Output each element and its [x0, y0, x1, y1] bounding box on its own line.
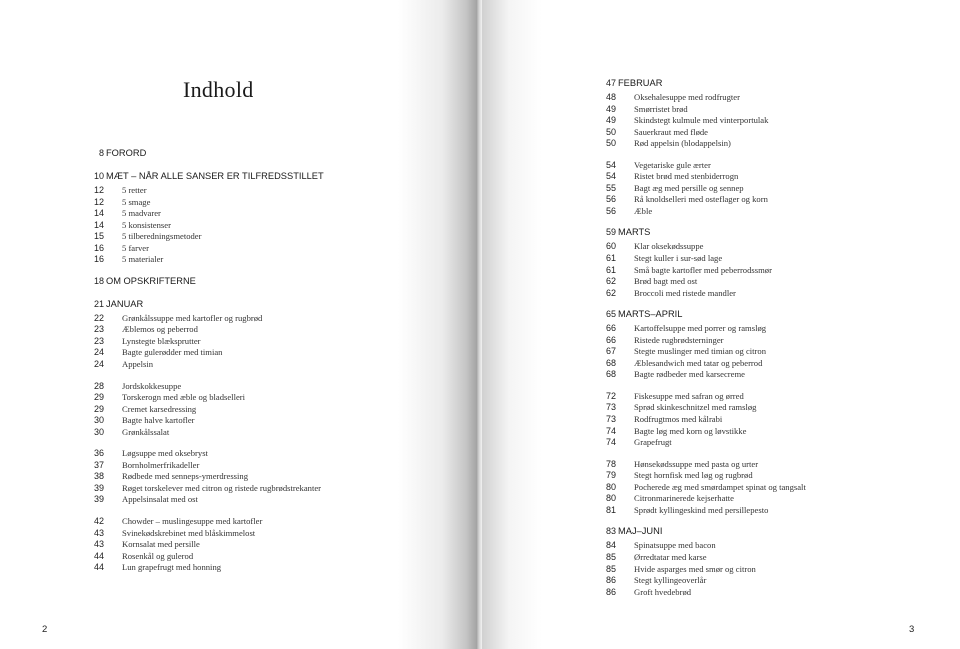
entry-title: Rødbede med senneps-ymerdressing	[122, 471, 249, 482]
toc-entry	[592, 335, 806, 347]
entry-page-number: 66	[605, 334, 616, 345]
entry-title: Grønkålssuppe med kartofler og rugbrød	[122, 312, 263, 323]
toc-entry	[80, 448, 324, 460]
toc-entry	[592, 241, 806, 253]
toc-section	[80, 171, 324, 266]
heading-page-number: 59	[605, 227, 616, 238]
entry-title: 5 madvarer	[122, 208, 161, 219]
toc-entry	[592, 92, 806, 104]
toc-section	[80, 516, 324, 574]
entry-page-number: 23	[93, 324, 104, 335]
entry-title: Rodfrugtmos med kålrabi	[634, 414, 723, 425]
entry-page-number: 73	[605, 402, 616, 413]
page-number-right: 3	[909, 624, 915, 635]
toc-entry	[80, 427, 324, 439]
heading-title: MARTS	[618, 227, 651, 238]
entry-title: Oksehalesuppe med rodfrugter	[634, 92, 740, 102]
toc-entry	[80, 336, 324, 348]
entry-title: Bagte rødbeder med karsecreme	[634, 369, 745, 380]
entry-title: Spinatsuppe med bacon	[634, 540, 716, 551]
toc-section	[592, 391, 806, 449]
toc-entry	[80, 494, 324, 506]
entry-page-number: 85	[605, 551, 616, 562]
entry-page-number: 61	[605, 253, 616, 264]
toc-right	[592, 78, 806, 608]
toc-entry	[80, 539, 324, 551]
entry-page-number: 74	[605, 425, 616, 436]
toc-section	[592, 459, 806, 517]
toc-section	[80, 148, 324, 161]
toc-entry	[80, 243, 324, 255]
entry-page-number: 36	[93, 448, 104, 459]
toc-entry	[592, 459, 806, 471]
toc-entry	[592, 482, 806, 494]
entry-title: Citronmarinerede kejserhatte	[634, 493, 734, 504]
toc-entry	[80, 471, 324, 483]
entry-page-number: 43	[93, 527, 104, 538]
entry-page-number: 50	[605, 138, 616, 149]
entry-page-number: 86	[605, 586, 616, 597]
heading-page-number: 18	[93, 275, 104, 286]
toc-entry	[592, 505, 806, 517]
entry-title: Stegt kuller i sur-sød lage	[634, 253, 723, 264]
toc-section	[592, 227, 806, 299]
entry-title: Rå knoldselleri med osteflager og korn	[634, 194, 768, 205]
entry-page-number: 60	[605, 241, 616, 252]
entry-title: Ristet brød med stenbiderrogn	[634, 171, 739, 182]
entry-title: Sauerkraut med fløde	[634, 126, 708, 137]
toc-entry	[592, 127, 806, 139]
entry-title: Bagte løg med korn og løvstikke	[634, 425, 747, 436]
entry-title: Vegetariske gule ærter	[634, 159, 711, 170]
entry-title: Stegte muslinger med timian og citron	[634, 346, 766, 357]
entry-page-number: 44	[93, 562, 104, 573]
toc-entry	[592, 426, 806, 438]
entry-title: 5 konsistenser	[122, 219, 171, 230]
entry-page-number: 62	[605, 287, 616, 298]
entry-title: Små bagte kartofler med peberrodssmør	[634, 264, 772, 275]
entry-title: 5 tilberedningsmetoder	[122, 231, 202, 242]
toc-entry	[80, 254, 324, 266]
toc-entry	[592, 470, 806, 482]
toc-entry	[80, 516, 324, 528]
entry-page-number: 43	[93, 539, 104, 550]
entry-title: 5 retter	[122, 185, 147, 195]
entry-title: Appelsinsalat med ost	[122, 494, 198, 505]
toc-entry	[592, 575, 806, 587]
entry-title: Kornsalat med persille	[122, 539, 200, 550]
entry-title: Ristede rugbrødsterninger	[634, 334, 724, 345]
toc-entry	[592, 564, 806, 576]
toc-entry	[592, 587, 806, 599]
gutter-shadow-right	[482, 0, 542, 649]
toc-section	[80, 381, 324, 439]
entry-title: Svinekødskrebinet med blåskimmelost	[122, 527, 256, 538]
entry-title: Sprød skinkeschnitzel med ramsløg	[634, 402, 757, 413]
entry-page-number: 73	[605, 414, 616, 425]
heading-title: MÆT – NÅR ALLE SANSER ER TILFREDSSTILLET	[106, 171, 324, 181]
entry-page-number: 23	[93, 335, 104, 346]
entry-title: Kartoffelsuppe med porrer og ramsløg	[634, 323, 767, 334]
toc-entry	[80, 392, 324, 404]
entry-page-number: 30	[93, 415, 104, 426]
entry-title: Bagte halve kartofler	[122, 415, 195, 426]
entry-page-number: 15	[93, 231, 104, 242]
entry-page-number: 61	[605, 264, 616, 275]
entry-page-number: 67	[605, 346, 616, 357]
heading-title: MARTS–APRIL	[618, 309, 683, 320]
toc-entry	[592, 414, 806, 426]
entry-page-number: 55	[605, 182, 616, 193]
heading-title: MAJ–JUNI	[618, 526, 663, 537]
toc-entry	[592, 115, 806, 127]
entry-page-number: 28	[93, 380, 104, 391]
entry-page-number: 39	[93, 494, 104, 505]
toc-entry	[80, 415, 324, 427]
entry-title: Stegt hornfisk med løg og rugbrød	[634, 470, 753, 481]
toc-entry	[80, 359, 324, 371]
entry-page-number: 44	[93, 550, 104, 561]
toc-entry	[80, 313, 324, 325]
heading-page-number: 10	[93, 171, 104, 181]
heading-title: OM OPSKRIFTERNE	[106, 275, 196, 286]
entry-page-number: 50	[605, 126, 616, 137]
entry-page-number: 56	[605, 205, 616, 216]
entry-page-number: 66	[605, 323, 616, 334]
entry-title: Hønsekødssuppe med pasta og urter	[634, 458, 759, 469]
entry-title: Sprødt kyllingeskind med persillepesto	[634, 504, 769, 515]
entry-title: Grønkålssalat	[122, 426, 170, 437]
entry-page-number: 16	[93, 254, 104, 265]
toc-section	[80, 448, 324, 506]
toc-entry	[592, 369, 806, 381]
entry-page-number: 42	[93, 516, 104, 527]
toc-heading	[592, 78, 806, 91]
gutter-shadow-left	[398, 0, 478, 649]
entry-page-number: 68	[605, 357, 616, 368]
heading-page-number: 21	[93, 298, 104, 309]
toc-entry	[80, 562, 324, 574]
entry-page-number: 12	[93, 196, 104, 207]
entry-page-number: 14	[93, 208, 104, 219]
entry-title: Appelsin	[122, 359, 154, 370]
entry-page-number: 80	[605, 481, 616, 492]
entry-page-number: 24	[93, 347, 104, 358]
toc-entry	[592, 160, 806, 172]
toc-entry	[592, 391, 806, 403]
heading-page-number: 47	[605, 78, 616, 88]
entry-page-number: 79	[605, 470, 616, 481]
toc-entry	[592, 288, 806, 300]
entry-page-number: 24	[93, 359, 104, 370]
toc-entry	[592, 346, 806, 358]
entry-title: Æblemos og peberrod	[122, 324, 198, 335]
entry-page-number: 54	[605, 159, 616, 170]
entry-page-number: 54	[605, 171, 616, 182]
toc-heading	[592, 526, 806, 539]
entry-title: Torskerogn med æble og bladselleri	[122, 392, 246, 403]
entry-title: Bagte gulerødder med timian	[122, 347, 223, 358]
entry-page-number: 48	[605, 92, 616, 102]
entry-title: Løgsuppe med oksebryst	[122, 448, 208, 459]
entry-title: Groft hvedebrød	[634, 586, 692, 597]
heading-title: FEBRUAR	[618, 78, 663, 88]
entry-page-number: 80	[605, 493, 616, 504]
toc-section	[80, 276, 324, 289]
toc-entry	[592, 171, 806, 183]
entry-title: Lynstegte blæksprutter	[122, 335, 201, 346]
entry-title: Æble	[634, 205, 653, 216]
entry-title: Cremet karsedressing	[122, 403, 197, 414]
entry-title: Chowder – muslingesuppe med kartofler	[122, 516, 263, 527]
heading-title: FORORD	[106, 148, 147, 158]
toc-entry	[80, 483, 324, 495]
toc-entry	[592, 402, 806, 414]
toc-entry	[592, 194, 806, 206]
entry-page-number: 38	[93, 471, 104, 482]
entry-page-number: 85	[605, 563, 616, 574]
heading-page-number: 65	[605, 309, 616, 320]
toc-entry	[592, 323, 806, 335]
entry-page-number: 49	[605, 103, 616, 114]
toc-heading	[592, 227, 806, 240]
entry-title: 5 materialer	[122, 254, 164, 265]
heading-title: JANUAR	[106, 298, 144, 309]
toc-entry	[80, 460, 324, 472]
entry-title: Pocherede æg med smørdampet spinat og tangsalt	[634, 481, 806, 492]
toc-section	[592, 160, 806, 218]
toc-entry	[80, 551, 324, 563]
entry-page-number: 39	[93, 482, 104, 493]
entry-title: Brød bagt med ost	[634, 276, 698, 287]
toc-entry	[80, 185, 324, 197]
entry-title: Bagt æg med persille og sennep	[634, 182, 744, 193]
toc-entry	[592, 358, 806, 370]
toc-heading	[80, 171, 324, 184]
toc-entry	[592, 437, 806, 449]
entry-title: Skindstegt kulmule med vinterportulak	[634, 115, 769, 126]
toc-entry	[80, 208, 324, 220]
entry-title: Bornholmerfrikadeller	[122, 459, 200, 470]
entry-page-number: 16	[93, 242, 104, 253]
entry-page-number: 29	[93, 392, 104, 403]
toc-entry	[592, 493, 806, 505]
entry-page-number: 81	[605, 504, 616, 515]
toc-heading	[80, 276, 324, 289]
toc-section	[80, 299, 324, 371]
heading-page-number: 83	[605, 526, 616, 537]
entry-title: Æblesandwich med tatar og peberrod	[634, 357, 763, 368]
toc-entry	[80, 347, 324, 359]
toc-heading	[80, 299, 324, 312]
entry-page-number: 12	[93, 185, 104, 195]
entry-page-number: 72	[605, 390, 616, 401]
toc-section	[592, 526, 806, 598]
toc-entry	[592, 540, 806, 552]
toc-entry	[80, 528, 324, 540]
toc-heading	[592, 309, 806, 322]
entry-page-number: 22	[93, 312, 104, 323]
entry-page-number: 29	[93, 403, 104, 414]
toc-entry	[80, 197, 324, 209]
entry-page-number: 68	[605, 369, 616, 380]
entry-page-number: 86	[605, 575, 616, 586]
entry-page-number: 84	[605, 540, 616, 551]
toc-entry	[592, 104, 806, 116]
entry-page-number: 14	[93, 219, 104, 230]
toc-entry	[80, 231, 324, 243]
page-title: Indhold	[183, 77, 254, 102]
toc-entry	[592, 552, 806, 564]
toc-heading	[80, 148, 324, 161]
entry-title: Jordskokkesuppe	[122, 380, 182, 391]
entry-title: Klar oksekødssuppe	[634, 241, 704, 252]
entry-page-number: 62	[605, 276, 616, 287]
toc-entry	[80, 220, 324, 232]
entry-title: Fiskesuppe med safran og ørred	[634, 390, 744, 401]
entry-title: Stegt kyllingeoverlår	[634, 575, 707, 586]
toc-entry	[80, 404, 324, 416]
entry-title: 5 smage	[122, 196, 151, 207]
toc-entry	[80, 381, 324, 393]
entry-title: Grapefrugt	[634, 437, 672, 448]
toc-section	[592, 309, 806, 381]
entry-title: Ørredtatar med karse	[634, 551, 707, 562]
toc-entry	[592, 206, 806, 218]
toc-section	[592, 78, 806, 150]
entry-title: Hvide asparges med smør og citron	[634, 563, 756, 574]
entry-title: Smørristet brød	[634, 103, 688, 114]
toc-entry	[592, 253, 806, 265]
entry-title: Broccoli med ristede mandler	[634, 287, 736, 298]
entry-title: Rosenkål og gulerod	[122, 550, 194, 561]
toc-entry	[592, 138, 806, 150]
entry-page-number: 74	[605, 437, 616, 448]
entry-title: 5 farver	[122, 242, 149, 253]
entry-page-number: 37	[93, 459, 104, 470]
entry-title: Røget torskelever med citron og ristede rugbrødstrekanter	[122, 482, 322, 493]
entry-page-number: 78	[605, 458, 616, 469]
entry-title: Lun grapefrugt med honning	[122, 562, 222, 573]
entry-page-number: 49	[605, 115, 616, 126]
heading-page-number: 8	[98, 148, 104, 158]
toc-entry	[592, 276, 806, 288]
entry-page-number: 30	[93, 426, 104, 437]
toc-entry	[592, 183, 806, 195]
entry-page-number: 56	[605, 194, 616, 205]
entry-title: Rød appelsin (blodappelsin)	[634, 138, 731, 149]
toc-entry	[592, 265, 806, 277]
toc-left	[80, 148, 324, 584]
toc-entry	[80, 324, 324, 336]
page-number-left: 2	[42, 624, 48, 635]
